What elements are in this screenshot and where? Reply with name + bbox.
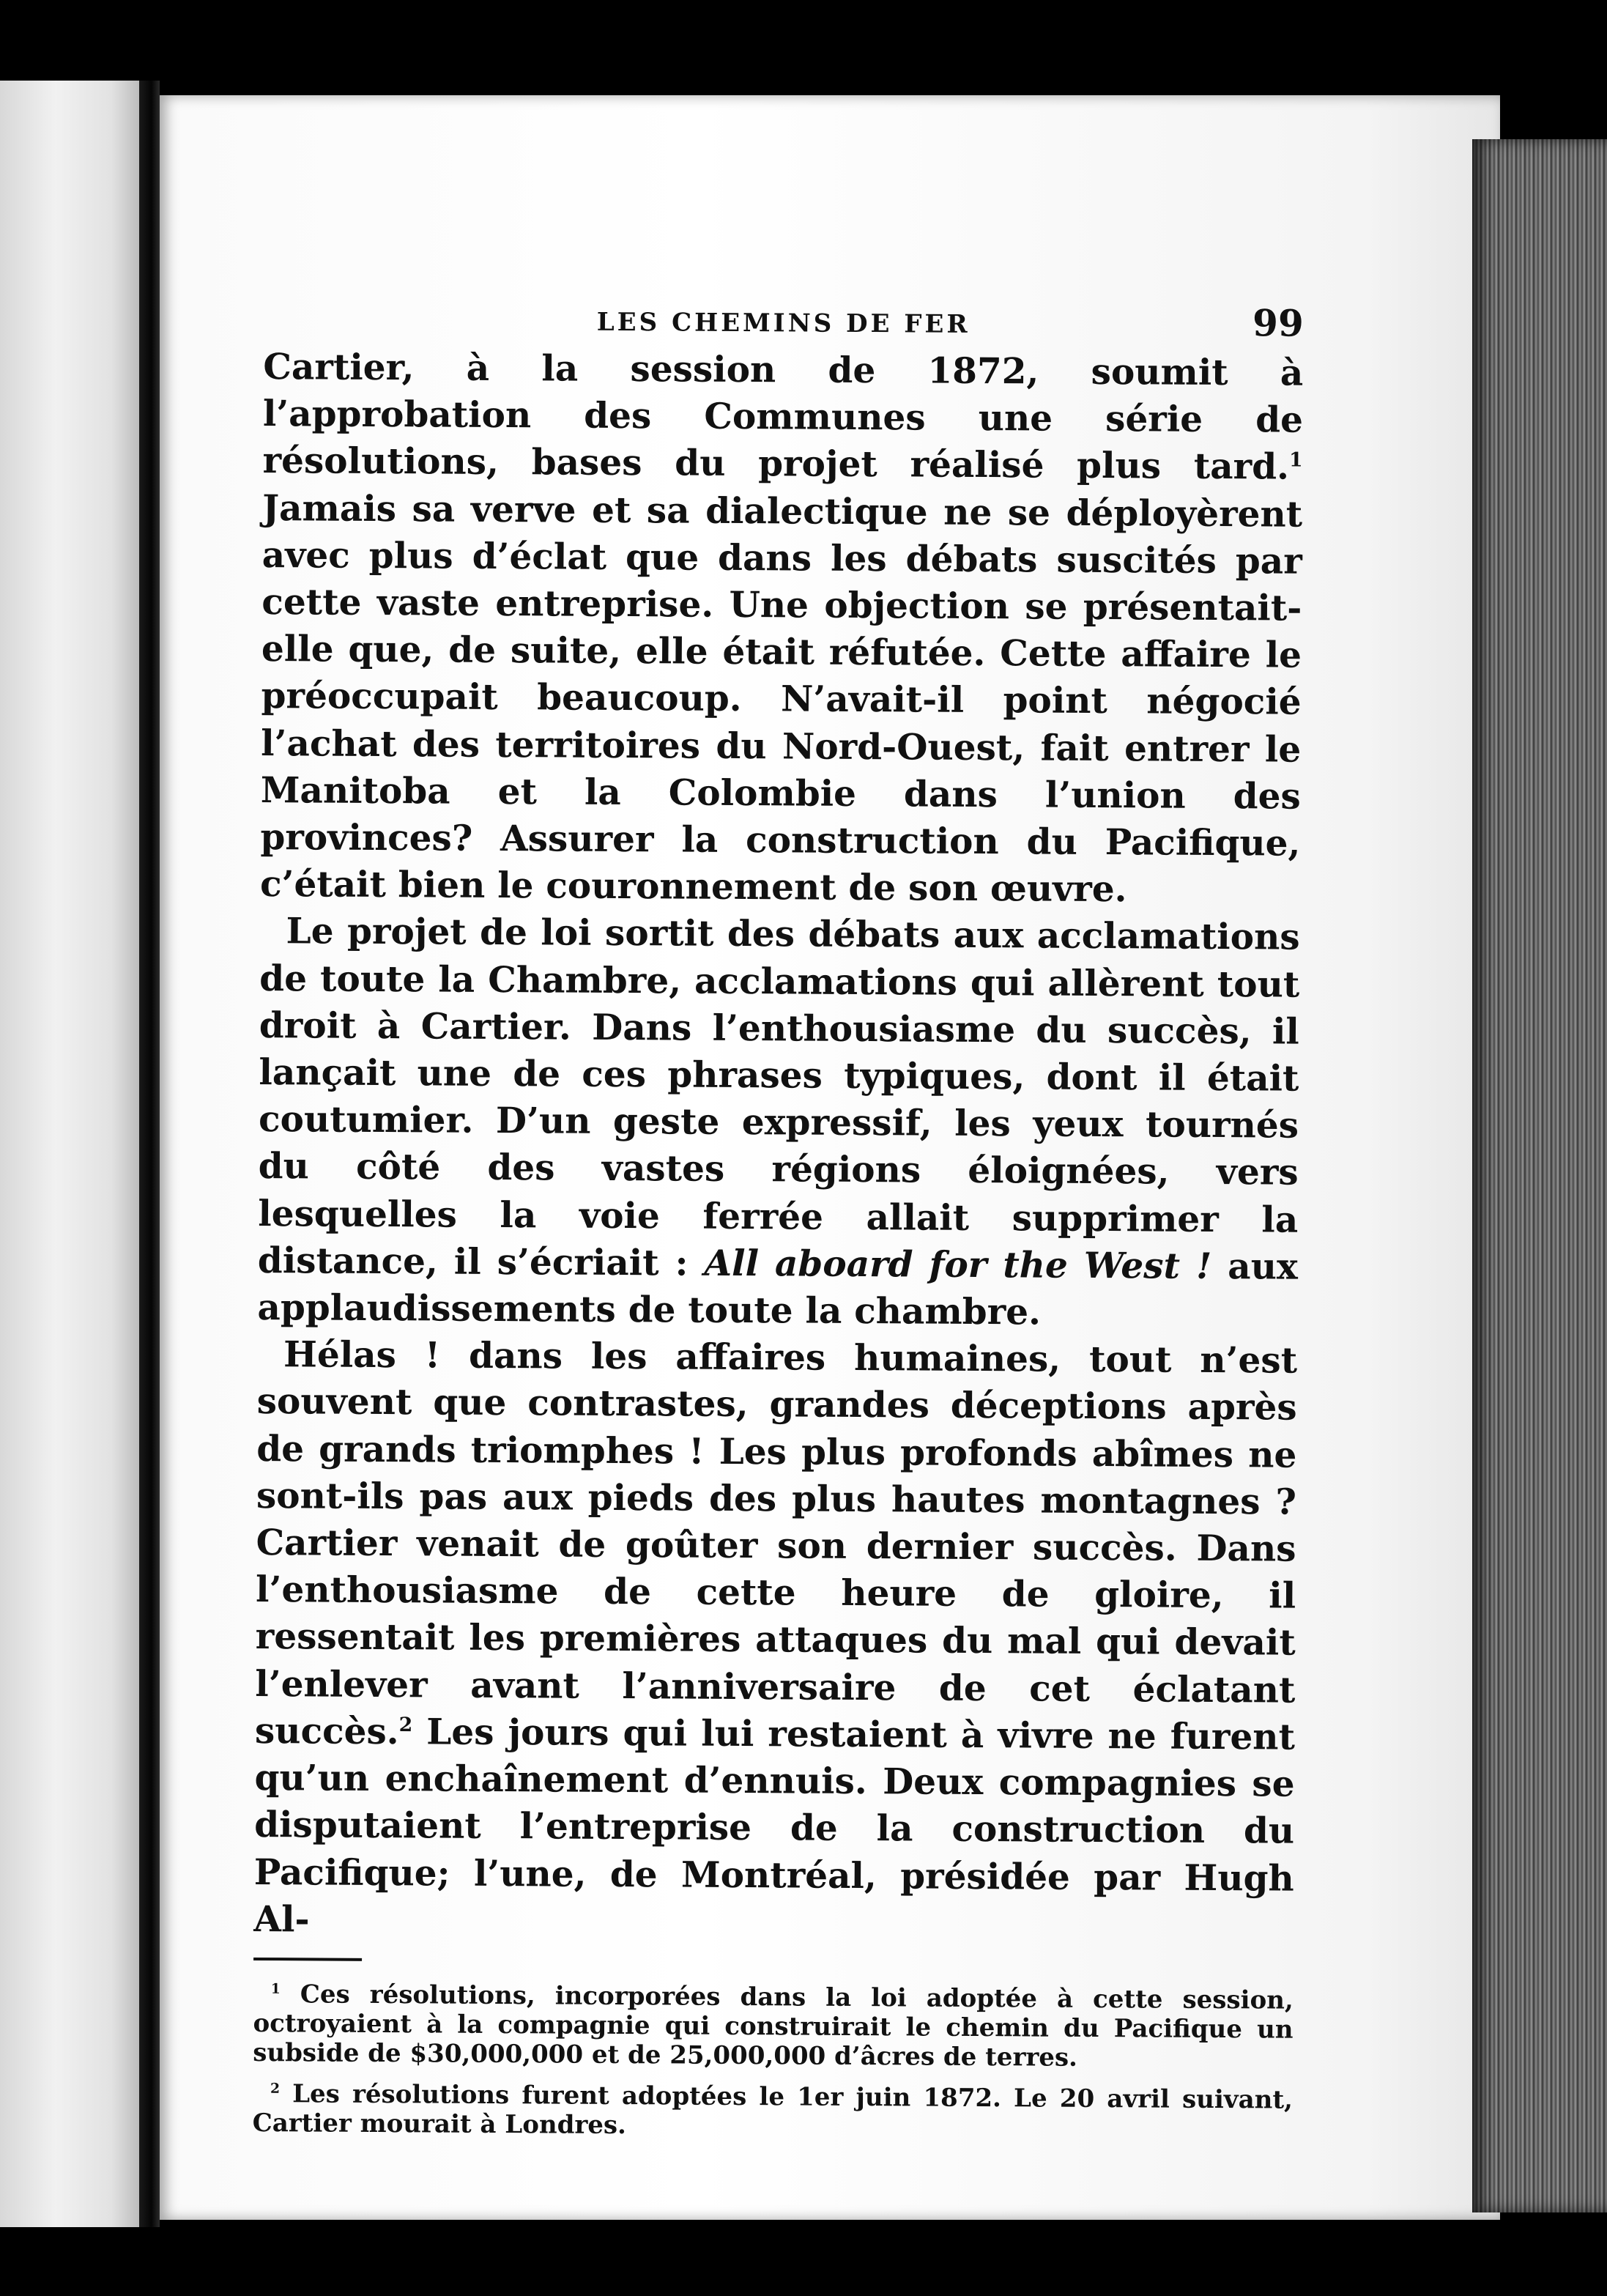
page-content: [253, 289, 1304, 2144]
italic-phrase: All aboard for the West !: [704, 1242, 1212, 1287]
footnote-marker: 2: [270, 2080, 281, 2097]
footnote-text: Les résolutions furent adoptées le 1er juin 1872. Le 20 avril suivant, Cartier mourait à Londres.: [252, 2079, 1294, 2140]
footnote-reference: 1: [1288, 448, 1303, 472]
paragraph-text: Le projet de loi sortit des débats aux acclamations de toute la Chambre, acclamations qui allèrent tout droit à Cartier. Dans l’enthousiasme du succès, il lançait une de ces phrases typiques, dont il était coutumier. D’un geste expressif, les yeux tournés du côté des vastes régions éloignées, vers lesquelles la voie ferrée allait supprimer la distance, il s’écriait :: [257, 910, 1300, 1284]
paragraph-text: Hélas ! dans les affaires humaines, tout n’est souvent que contrastes, grandes déceptions après de grands triomphes ! Les plus profonds abîmes ne sont-ils pas aux pieds des plus hautes montagnes ? Cartier venait de goûter son dernier succès. Dans l’enthousiasme de cette heure de gloire, il ressentait les premières attaques du mal qui devait l’enlever avant l’anniversaire de cet éclatant succès.: [254, 1333, 1298, 1753]
footnote-reference: 2: [398, 1713, 413, 1737]
paragraph-text: Cartier, à la session de 1872, soumit à l’approbation des Communes une série de résolutions, bases du projet réalisé plus tard.: [262, 345, 1304, 488]
body-paragraph-2: [257, 908, 1300, 1337]
body-paragraph-3: [253, 1331, 1297, 1949]
running-header: [264, 289, 1304, 347]
paragraph-text: Jamais sa verve et sa dialectique ne se déployèrent avec plus d’éclat que dans les débats suscités par cette vaste entreprise. Une objection se présentait-elle que, de suite, elle était réfutée. Cette affaire le préoccupait beaucoup. N’avait-il point négocié l’achat des territoires du Nord-Ouest, fait entrer le Manitoba et la Colombie dans l’union des provinces? Assurer la construction du Pacifique, c’était bien le couronnement de son œuvre.: [259, 486, 1303, 911]
page-number: 99: [1252, 301, 1304, 345]
paragraph-text: aux applaudissements de toute la chambre.: [257, 1245, 1299, 1333]
page-edges: [1472, 139, 1607, 2212]
footnote-1: [253, 1980, 1294, 2074]
footnote-separator: [253, 1958, 362, 1961]
running-header-title: LES CHEMINS DE FER: [596, 307, 970, 339]
book-gutter: [139, 81, 160, 2227]
footnote-marker: 1: [270, 1980, 281, 1997]
facing-page-edge: [0, 81, 139, 2227]
body-paragraph-1: [260, 344, 1304, 914]
footnote-text: Ces résolutions, incorporées dans la loi adoptée à cette session, octroyaient à la compagnie qui construirait le chemin du Pacifique un subside de $30,000,000 et de 25,000,000 d’âcres de terres.: [253, 1980, 1294, 2073]
paragraph-text: Les jours qui lui restaient à vivre ne furent qu’un enchaînement d’ennuis. Deux compagnies se disputaient l’entreprise de la construction du Pacifique; l’une, de Montréal, présidée par Hugh Al-: [253, 1711, 1296, 1941]
footnote-2: [253, 2079, 1293, 2144]
